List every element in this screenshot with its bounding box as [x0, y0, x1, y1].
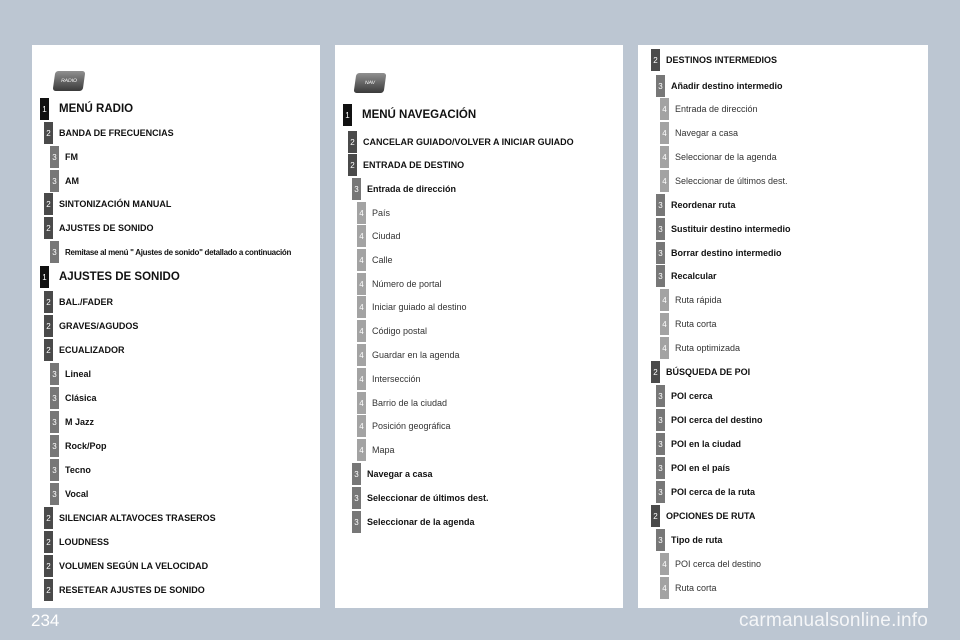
- level-badge: 3: [656, 265, 665, 287]
- menu-item-label: Código postal: [372, 326, 428, 336]
- menu-item-level-3: [50, 435, 107, 457]
- menu-item-level-4: [660, 170, 788, 192]
- menu-item-level-2: [348, 154, 464, 176]
- level-badge: 3: [50, 170, 59, 192]
- level-badge: 4: [357, 368, 366, 390]
- menu-item-level-3: [656, 194, 736, 216]
- menu-item-level-2: [44, 217, 154, 239]
- menu-item-label: BANDA DE FRECUENCIAS: [59, 128, 174, 138]
- level-badge: 4: [660, 146, 669, 168]
- menu-item-level-2: [44, 339, 125, 361]
- level-badge: 3: [50, 483, 59, 505]
- level-badge: 3: [50, 435, 59, 457]
- level-badge: 4: [357, 392, 366, 414]
- menu-item-label: Ruta corta: [675, 319, 717, 329]
- menu-item-level-2: [44, 555, 208, 577]
- menu-item-label: Seleccionar de la agenda: [675, 152, 777, 162]
- menu-item-label: POI cerca del destino: [671, 415, 763, 425]
- level-badge: 3: [50, 363, 59, 385]
- menu-item-label: Navegar a casa: [367, 469, 433, 479]
- menu-item-level-3: [656, 529, 722, 551]
- level-badge: 3: [656, 481, 665, 503]
- menu-item-level-2: [44, 531, 109, 553]
- menu-item-level-3: [656, 265, 717, 287]
- page-number: 234: [31, 611, 60, 630]
- level-badge: 4: [357, 296, 366, 318]
- level-badge: 3: [50, 146, 59, 168]
- menu-item-level-2: [651, 505, 755, 527]
- nav-icon-label: NAV: [364, 80, 376, 86]
- level-badge: 3: [656, 75, 665, 97]
- menu-item-level-3: [656, 433, 741, 455]
- menu-item-label: Número de portal: [372, 279, 442, 289]
- menu-item-level-3: [50, 363, 91, 385]
- level-badge: 3: [352, 487, 361, 509]
- level-badge: 4: [660, 577, 669, 599]
- menu-item-level-4: [357, 439, 395, 461]
- menu-item-label: Reordenar ruta: [671, 200, 736, 210]
- menu-item-label: MENÚ RADIO: [59, 103, 134, 115]
- menu-item-level-3: [352, 463, 433, 485]
- menu-item-level-2: [651, 361, 750, 383]
- menu-item-label: Ruta corta: [675, 583, 717, 593]
- menu-item-level-4: [660, 289, 722, 311]
- level-badge: 3: [352, 178, 361, 200]
- menu-item-label: POI cerca de la ruta: [671, 487, 756, 497]
- level-badge: 4: [660, 313, 669, 335]
- level-badge: 4: [357, 249, 366, 271]
- level-badge: 2: [44, 339, 53, 361]
- menu-item-label: DESTINOS INTERMEDIOS: [666, 55, 778, 65]
- menu-item-level-4: [357, 225, 401, 247]
- menu-item-level-4: [357, 368, 421, 390]
- menu-item-label: AJUSTES DE SONIDO: [59, 271, 180, 283]
- menu-item-level-3: [656, 385, 713, 407]
- menu-item-label: Recalcular: [671, 271, 717, 281]
- menu-item-level-4: [660, 98, 758, 120]
- menu-item-label: Ruta optimizada: [675, 343, 741, 353]
- menu-item-label: País: [372, 208, 391, 218]
- menu-item-level-2: [44, 122, 174, 144]
- menu-item-label: POI en el país: [671, 463, 731, 473]
- level-badge: 2: [348, 131, 357, 153]
- radio-button-icon: [53, 71, 86, 91]
- level-badge: 4: [660, 122, 669, 144]
- menu-item-level-4: [660, 553, 761, 575]
- menu-item-level-1: [40, 98, 133, 120]
- menu-item-label: Entrada de dirección: [675, 104, 758, 114]
- menu-item-level-2: [651, 49, 777, 71]
- menu-item-level-3: [352, 511, 475, 533]
- menu-item-label: Lineal: [65, 369, 92, 379]
- level-badge: 4: [357, 415, 366, 437]
- menu-item-label: Guardar en la agenda: [372, 350, 460, 360]
- menu-item-level-3: [656, 242, 782, 264]
- level-badge: 2: [44, 217, 53, 239]
- menu-item-level-2: [44, 579, 205, 601]
- menu-item-label: POI cerca del destino: [675, 559, 762, 569]
- level-badge: 3: [656, 242, 665, 264]
- radio-icon-label: RADIO: [60, 78, 78, 84]
- menu-item-label: Sustituir destino intermedio: [671, 224, 791, 234]
- menu-item-label: POI en la ciudad: [671, 439, 742, 449]
- level-badge: 2: [44, 291, 53, 313]
- level-badge: 3: [656, 457, 665, 479]
- menu-item-label: Mapa: [372, 445, 395, 455]
- menu-item-level-3: [50, 241, 291, 263]
- menu-item-level-3: [656, 409, 763, 431]
- menu-item-label: Clásica: [65, 393, 97, 403]
- menu-item-level-3: [50, 483, 88, 505]
- level-badge: 3: [50, 459, 59, 481]
- menu-item-label: Navegar a casa: [675, 128, 739, 138]
- level-badge: 2: [651, 505, 660, 527]
- level-badge: 2: [44, 531, 53, 553]
- menu-item-label: MENÚ NAVEGACIÓN: [362, 109, 477, 121]
- menu-item-level-4: [357, 392, 447, 414]
- menu-item-label: Añadir destino intermedio: [671, 81, 783, 91]
- level-badge: 1: [343, 104, 352, 126]
- level-badge: 4: [660, 170, 669, 192]
- menu-item-label: Seleccionar de últimos dest.: [675, 176, 788, 186]
- menu-item-label: Seleccionar de últimos dest.: [367, 493, 489, 503]
- level-badge: 2: [44, 193, 53, 215]
- menu-item-level-3: [50, 387, 97, 409]
- menu-item-label: Entrada de dirección: [367, 184, 457, 194]
- menu-item-label: M Jazz: [65, 417, 95, 427]
- level-badge: 2: [44, 507, 53, 529]
- menu-item-label: BAL./FADER: [59, 297, 113, 307]
- radio-menu-panel: [32, 45, 320, 608]
- menu-item-label: Ciudad: [372, 231, 401, 241]
- level-badge: 4: [660, 337, 669, 359]
- level-badge: 2: [44, 315, 53, 337]
- menu-item-label: SILENCIAR ALTAVOCES TRASEROS: [59, 513, 216, 523]
- level-badge: 3: [352, 463, 361, 485]
- level-badge: 3: [50, 387, 59, 409]
- menu-item-level-2: [348, 131, 574, 153]
- watermark: carmanualsonline.info: [738, 610, 928, 631]
- menu-item-label: FM: [65, 152, 78, 162]
- level-badge: 4: [660, 553, 669, 575]
- menu-item-level-4: [357, 249, 393, 271]
- level-badge: 4: [660, 289, 669, 311]
- level-badge: 2: [651, 49, 660, 71]
- menu-item-level-3: [352, 487, 489, 509]
- menu-item-level-4: [357, 415, 451, 437]
- level-badge: 3: [656, 529, 665, 551]
- level-badge: 2: [348, 154, 357, 176]
- menu-item-level-3: [50, 170, 79, 192]
- menu-item-label: Barrio de la ciudad: [372, 398, 448, 408]
- nav-button-icon: [354, 73, 387, 93]
- navigation-menu-continued-panel: [638, 45, 928, 608]
- menu-item-label: Tipo de ruta: [671, 535, 723, 545]
- menu-item-level-4: [660, 337, 740, 359]
- menu-item-label: CANCELAR GUIADO/VOLVER A INICIAR GUIADO: [363, 137, 574, 147]
- menu-item-level-1: [40, 266, 180, 288]
- menu-item-level-3: [656, 457, 730, 479]
- level-badge: 1: [40, 266, 49, 288]
- level-badge: 2: [44, 555, 53, 577]
- menu-item-level-3: [352, 178, 456, 200]
- menu-item-label: Rock/Pop: [65, 441, 107, 451]
- level-badge: 1: [40, 98, 49, 120]
- menu-item-level-2: [44, 315, 138, 337]
- navigation-menu-panel: [335, 45, 623, 608]
- menu-item-label: VOLUMEN SEGÚN LA VELOCIDAD: [59, 561, 209, 571]
- menu-item-label: Borrar destino intermedio: [671, 248, 782, 258]
- level-badge: 2: [651, 361, 660, 383]
- menu-item-level-4: [660, 122, 738, 144]
- menu-item-label: Ruta rápida: [675, 295, 722, 305]
- menu-item-level-3: [50, 146, 78, 168]
- menu-item-label: Remitase al menú " Ajustes de sonido" detallado a continuación: [65, 247, 292, 257]
- menu-item-level-4: [660, 146, 777, 168]
- menu-item-level-4: [357, 202, 390, 224]
- menu-item-label: Calle: [372, 255, 393, 265]
- menu-item-level-2: [44, 507, 216, 529]
- menu-item-label: GRAVES/AGUDOS: [59, 321, 139, 331]
- level-badge: 3: [656, 194, 665, 216]
- level-badge: 3: [50, 411, 59, 433]
- level-badge: 3: [50, 241, 59, 263]
- menu-item-label: BÚSQUEDA DE POI: [666, 367, 751, 377]
- menu-item-label: Posición geográfica: [372, 421, 451, 431]
- level-badge: 3: [656, 218, 665, 240]
- menu-item-label: ENTRADA DE DESTINO: [363, 160, 465, 170]
- level-badge: 2: [44, 579, 53, 601]
- menu-item-label: ECUALIZADOR: [59, 345, 125, 355]
- menu-item-label: Tecno: [65, 465, 91, 475]
- level-badge: 3: [352, 511, 361, 533]
- menu-item-level-2: [44, 193, 171, 215]
- menu-item-level-3: [656, 75, 783, 97]
- menu-item-label: OPCIONES DE RUTA: [666, 511, 756, 521]
- menu-item-label: Vocal: [65, 489, 89, 499]
- level-badge: 4: [357, 320, 366, 342]
- menu-item-level-2: [44, 291, 113, 313]
- menu-item-level-4: [660, 313, 717, 335]
- menu-item-label: AJUSTES DE SONIDO: [59, 223, 154, 233]
- menu-item-label: POI cerca: [671, 391, 713, 401]
- menu-item-level-3: [50, 459, 91, 481]
- menu-item-level-3: [656, 218, 791, 240]
- menu-item-label: Seleccionar de la agenda: [367, 517, 475, 527]
- menu-item-level-4: [357, 320, 427, 342]
- menu-item-label: SINTONIZACIÓN MANUAL: [59, 199, 172, 209]
- menu-item-label: AM: [65, 176, 79, 186]
- menu-item-level-3: [50, 411, 94, 433]
- menu-item-level-4: [357, 344, 460, 366]
- menu-item-level-4: [357, 273, 442, 295]
- menu-item-label: LOUDNESS: [59, 537, 110, 547]
- level-badge: 3: [656, 385, 665, 407]
- level-badge: 4: [660, 98, 669, 120]
- level-badge: 4: [357, 439, 366, 461]
- level-badge: 2: [44, 122, 53, 144]
- level-badge: 4: [357, 225, 366, 247]
- menu-item-level-1: [343, 104, 476, 126]
- menu-item-level-4: [660, 577, 717, 599]
- level-badge: 3: [656, 433, 665, 455]
- level-badge: 4: [357, 344, 366, 366]
- menu-item-label: RESETEAR AJUSTES DE SONIDO: [59, 585, 205, 595]
- menu-item-level-4: [357, 296, 467, 318]
- menu-item-label: Iniciar guiado al destino: [372, 302, 467, 312]
- level-badge: 4: [357, 202, 366, 224]
- level-badge: 3: [656, 409, 665, 431]
- level-badge: 4: [357, 273, 366, 295]
- menu-item-label: Intersección: [372, 374, 421, 384]
- menu-item-level-3: [656, 481, 755, 503]
